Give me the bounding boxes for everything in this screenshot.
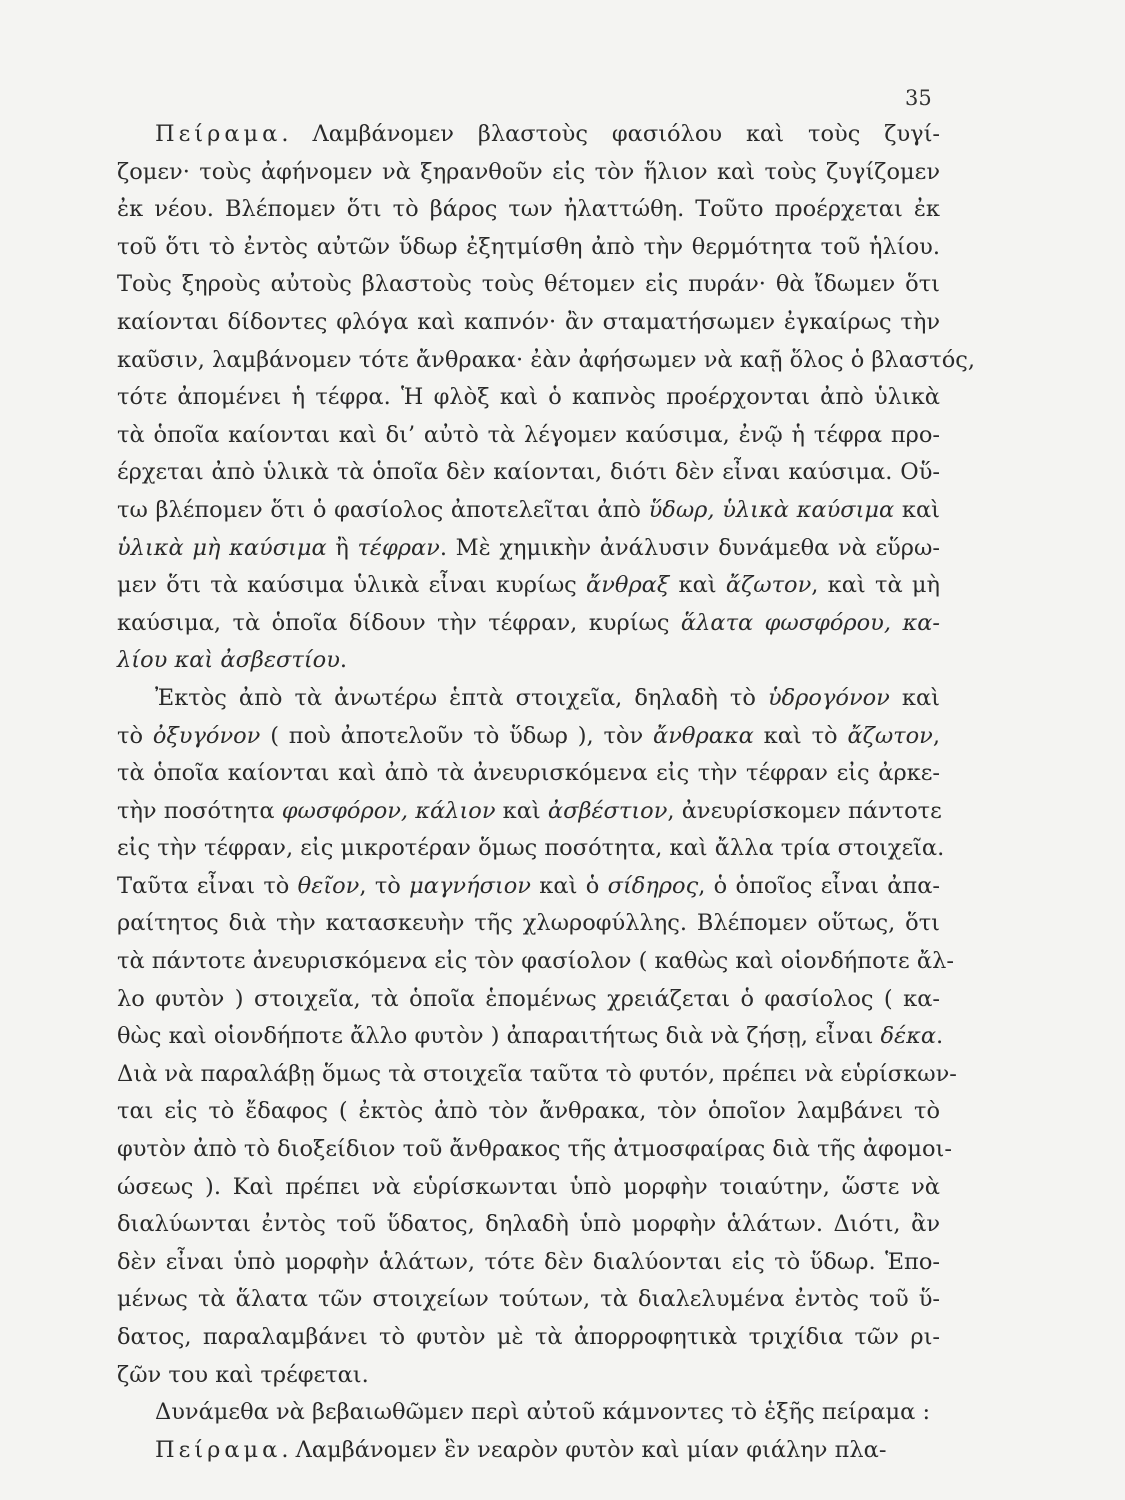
italic-term: ἄζωτον — [847, 722, 933, 749]
text-run: τὰ ὁποῖα καίονται καὶ δι’ αὐτὸ τὰ λέγομεν καύσιμα, ἐνῷ ἡ τέφρα προ- — [117, 421, 940, 448]
text-line — [117, 1093, 940, 1131]
text-line — [117, 1281, 940, 1319]
text-run: Διὰ νὰ παραλάβῃ ὅμως τὰ στοιχεῖα ταῦτα τὸ φυτόν, πρέπει νὰ εὑρίσκων- — [117, 1060, 957, 1087]
text-run: λο φυτὸν ) στοιχεῖα, τὰ ὁποῖα ἑπομένως χρειάζεται ὁ φασίολος ( κα- — [117, 985, 940, 1012]
text-line — [117, 1319, 940, 1357]
italic-term: ὑδρογόνον — [767, 684, 890, 711]
text-run: τω βλέπομεν ὅτι ὁ φασίολος ἀποτελεῖται ἀπὸ — [117, 496, 649, 523]
italic-term: ἄνθρακα — [653, 722, 754, 749]
text-run: καὶ — [495, 797, 548, 824]
spaced-heading: Πείραμα — [155, 121, 282, 147]
text-run: , ὁ ὁποῖος εἶναι ἀπα- — [698, 872, 940, 899]
text-line — [117, 1169, 940, 1207]
text-run: Τοὺς ξηροὺς αὐτοὺς βλαστοὺς τοὺς θέτομεν εἰς πυράν· θὰ ἴδωμεν ὅτι — [117, 271, 940, 298]
italic-term: ὑλικὰ μὴ καύσιμα — [117, 534, 327, 561]
italic-term: ὕδωρ, ὑλικὰ καύσιμα — [648, 496, 895, 523]
text-run: ( ποὺ ἀποτελοῦν τὸ ὕδωρ ), τὸν — [260, 722, 654, 749]
text-run: ται εἰς τὸ ἔδαφος ( ἐκτὸς ἀπὸ τὸν ἄνθρακα, τὸν ὁποῖον λαμβάνει τὸ — [117, 1098, 940, 1125]
text-run: ζομεν· τοὺς ἀφήνομεν νὰ ξηρανθοῦν εἰς τὸν ἥλιον καὶ τοὺς ζυγίζομεν — [117, 158, 940, 185]
text-run: ἐκ νέου. Βλέπομεν ὅτι τὸ βάρος των ἠλαττώθη. Τοῦτο προέρχεται ἐκ — [117, 196, 940, 223]
text-run: τὸ — [117, 722, 153, 749]
text-run: καὶ ὁ — [530, 872, 608, 899]
text-run: Ταῦτα εἶναι τὸ — [117, 872, 298, 899]
text-run: τοῦ ὅτι τὸ ἐντὸς αὐτῶν ὕδωρ ἐξητμίσθη ἀπὸ τὴν θερμότητα τοῦ ἡλίου. — [117, 233, 940, 260]
text-line — [117, 304, 940, 342]
text-run: . — [936, 1023, 944, 1050]
text-run: . Λαμβάνομεν βλαστοὺς φασιόλου καὶ τοὺς ζυγί- — [281, 121, 940, 147]
text-run: ραίτητος διὰ τὴν κατασκευὴν τῆς χλωροφύλλης. Βλέπομεν οὕτως, ὅτι — [117, 910, 940, 937]
text-line — [117, 266, 940, 304]
text-line — [117, 1056, 957, 1094]
text-line — [117, 567, 940, 605]
text-line — [117, 755, 940, 793]
text-line — [117, 229, 940, 267]
text-run: θὼς καὶ οἱονδήποτε ἄλλο φυτὸν ) ἀπαραιτήτως διὰ νὰ ζήσῃ, εἶναι — [117, 1023, 881, 1050]
text-run: ζῶν του καὶ τρέφεται. — [117, 1361, 369, 1388]
text-run: , τὸ — [359, 872, 410, 899]
text-line — [117, 718, 940, 756]
italic-term: τέφραν — [357, 534, 440, 561]
text-line — [117, 905, 940, 943]
text-run: διαλύωνται ἐντὸς τοῦ ὕδατος, δηλαδὴ ὑπὸ μορφὴν ἁλάτων. Διότι, ἂν — [117, 1211, 940, 1238]
text-run: . — [339, 647, 348, 674]
text-line — [117, 1018, 944, 1056]
text-line — [117, 793, 940, 831]
text-run: φυτὸν ἀπὸ τὸ διοξείδιον τοῦ ἄνθρακος τῆς ἀτμοσφαίρας διὰ τῆς ἀφομοι- — [117, 1136, 952, 1163]
text-run: , ἀνευρίσκομεν πάντοτε — [667, 797, 942, 824]
text-run: έρχεται ἀπὸ ὑλικὰ τὰ ὁποῖα δὲν καίονται, διότι δὲν εἶναι καύσιμα. Οὕ- — [117, 459, 940, 486]
italic-term: λίου καὶ ἀσβεστίου — [117, 647, 340, 674]
text-run: . Μὲ χημικὴν ἀνάλυσιν δυνάμεθα νὰ εὕρω- — [439, 534, 940, 561]
italic-term: θεῖον — [297, 872, 360, 899]
text-line — [117, 981, 940, 1019]
italic-term: μαγνήσιον — [409, 872, 531, 899]
text-line — [117, 605, 940, 643]
text-run: Ἐκτὸς ἀπὸ τὰ ἀνωτέρω ἑπτὰ στοιχεῖα, δηλαδὴ τὸ — [155, 684, 768, 711]
text-run: τὰ ὁποῖα καίονται καὶ ἀπὸ τὰ ἀνευρισκόμενα εἰς τὴν τέφραν εἰς ἀρκε- — [117, 760, 940, 787]
text-run: . Λαμβάνομεν ἓν νεαρὸν φυτὸν καὶ μίαν φιάλην πλα- — [281, 1436, 887, 1463]
text-line — [117, 191, 940, 229]
italic-term: ἄνθραξ — [586, 572, 670, 599]
text-line — [117, 417, 940, 455]
text-line — [117, 1432, 940, 1470]
italic-term: ἅλατα φωσφόρου, κα- — [680, 609, 940, 636]
italic-term: δέκα — [880, 1023, 937, 1050]
text-run: τὰ πάντοτε ἀνευρισκόμενα εἰς τὸν φασίολον ( καθὼς καὶ οἱονδήποτε ἄλ- — [117, 948, 954, 975]
text-run: καὶ — [669, 572, 726, 599]
text-run: καίονται δίδοντες φλόγα καὶ καπνόν· ἂν σταματήσωμεν ἐγκαίρως τὴν — [117, 308, 940, 335]
text-run: ώσεως ). Καὶ πρέπει νὰ εὑρίσκωνται ὑπὸ μορφὴν τοιαύτην, ὥστε νὰ — [117, 1173, 940, 1200]
text-run: ἢ — [326, 534, 358, 561]
text-run: εἰς τὴν τέφραν, εἰς μικροτέραν ὅμως ποσότητα, καὶ ἄλλα τρία στοιχεῖα. — [117, 835, 945, 862]
italic-term: σίδηρος — [607, 872, 699, 899]
text-line — [117, 680, 940, 718]
italic-term: ὀξυγόνον — [152, 722, 261, 749]
text-line — [117, 379, 940, 417]
text-line — [117, 342, 975, 380]
text-line — [117, 492, 940, 530]
text-line — [117, 454, 940, 492]
text-run: καὶ — [889, 684, 940, 711]
text-line — [117, 1357, 940, 1395]
body-text — [117, 116, 975, 1469]
text-line — [117, 154, 940, 192]
text-run: μεν ὅτι τὰ καύσιμα ὑλικὰ εἶναι κυρίως — [117, 572, 587, 599]
text-line — [117, 943, 954, 981]
text-line — [117, 1206, 940, 1244]
italic-term: ἀσβέστιον — [547, 797, 668, 824]
spaced-heading: Πείραμα — [155, 1436, 282, 1463]
italic-term: ἄζωτον — [725, 572, 812, 599]
text-run: , καὶ τὰ μὴ — [811, 572, 940, 599]
text-run: Δυνάμεθα νὰ βεβαιωθῶμεν περὶ αὐτοῦ κάμνοντες τὸ ἑξῆς πείραμα : — [155, 1399, 931, 1426]
text-line — [117, 642, 940, 680]
text-line — [117, 1244, 940, 1282]
text-run: δατος, παραλαμβάνει τὸ φυτὸν μὲ τὰ ἀπορροφητικὰ τριχίδια τῶν ρι- — [117, 1324, 940, 1350]
text-run: καὶ τὸ — [753, 722, 848, 749]
text-line — [117, 830, 945, 868]
text-line — [117, 1394, 940, 1432]
text-line — [117, 1131, 952, 1169]
text-run: δὲν εἶναι ὑπὸ μορφὴν ἁλάτων, τότε δὲν διαλύονται εἰς τὸ ὕδωρ. Ἑπο- — [117, 1248, 940, 1275]
text-line — [117, 530, 940, 568]
text-run: μένως τὰ ἅλατα τῶν στοιχείων τούτων, τὰ διαλελυμένα ἐντὸς τοῦ ὕ- — [117, 1286, 940, 1313]
text-run: καὶ — [894, 496, 941, 523]
text-run: τότε ἀπομένει ἡ τέφρα. Ἡ φλὸξ καὶ ὁ καπνὸς προέρχονται ἀπὸ ὑλικὰ — [117, 384, 940, 411]
text-line — [117, 116, 940, 154]
text-line — [117, 868, 940, 906]
text-run: καύσιμα, τὰ ὁποῖα δίδουν τὴν τέφραν, κυρίως — [117, 609, 681, 636]
italic-term: φωσφόρον, κάλιον — [281, 797, 496, 824]
page-number: 35 — [905, 86, 932, 110]
text-run: καῦσιν, λαμβάνομεν τότε ἄνθρακα· ἐὰν ἀφήσωμεν νὰ καῇ ὅλος ὁ βλαστός, — [117, 346, 975, 373]
text-run: , — [932, 722, 941, 749]
text-run: τὴν ποσότητα — [117, 797, 282, 824]
